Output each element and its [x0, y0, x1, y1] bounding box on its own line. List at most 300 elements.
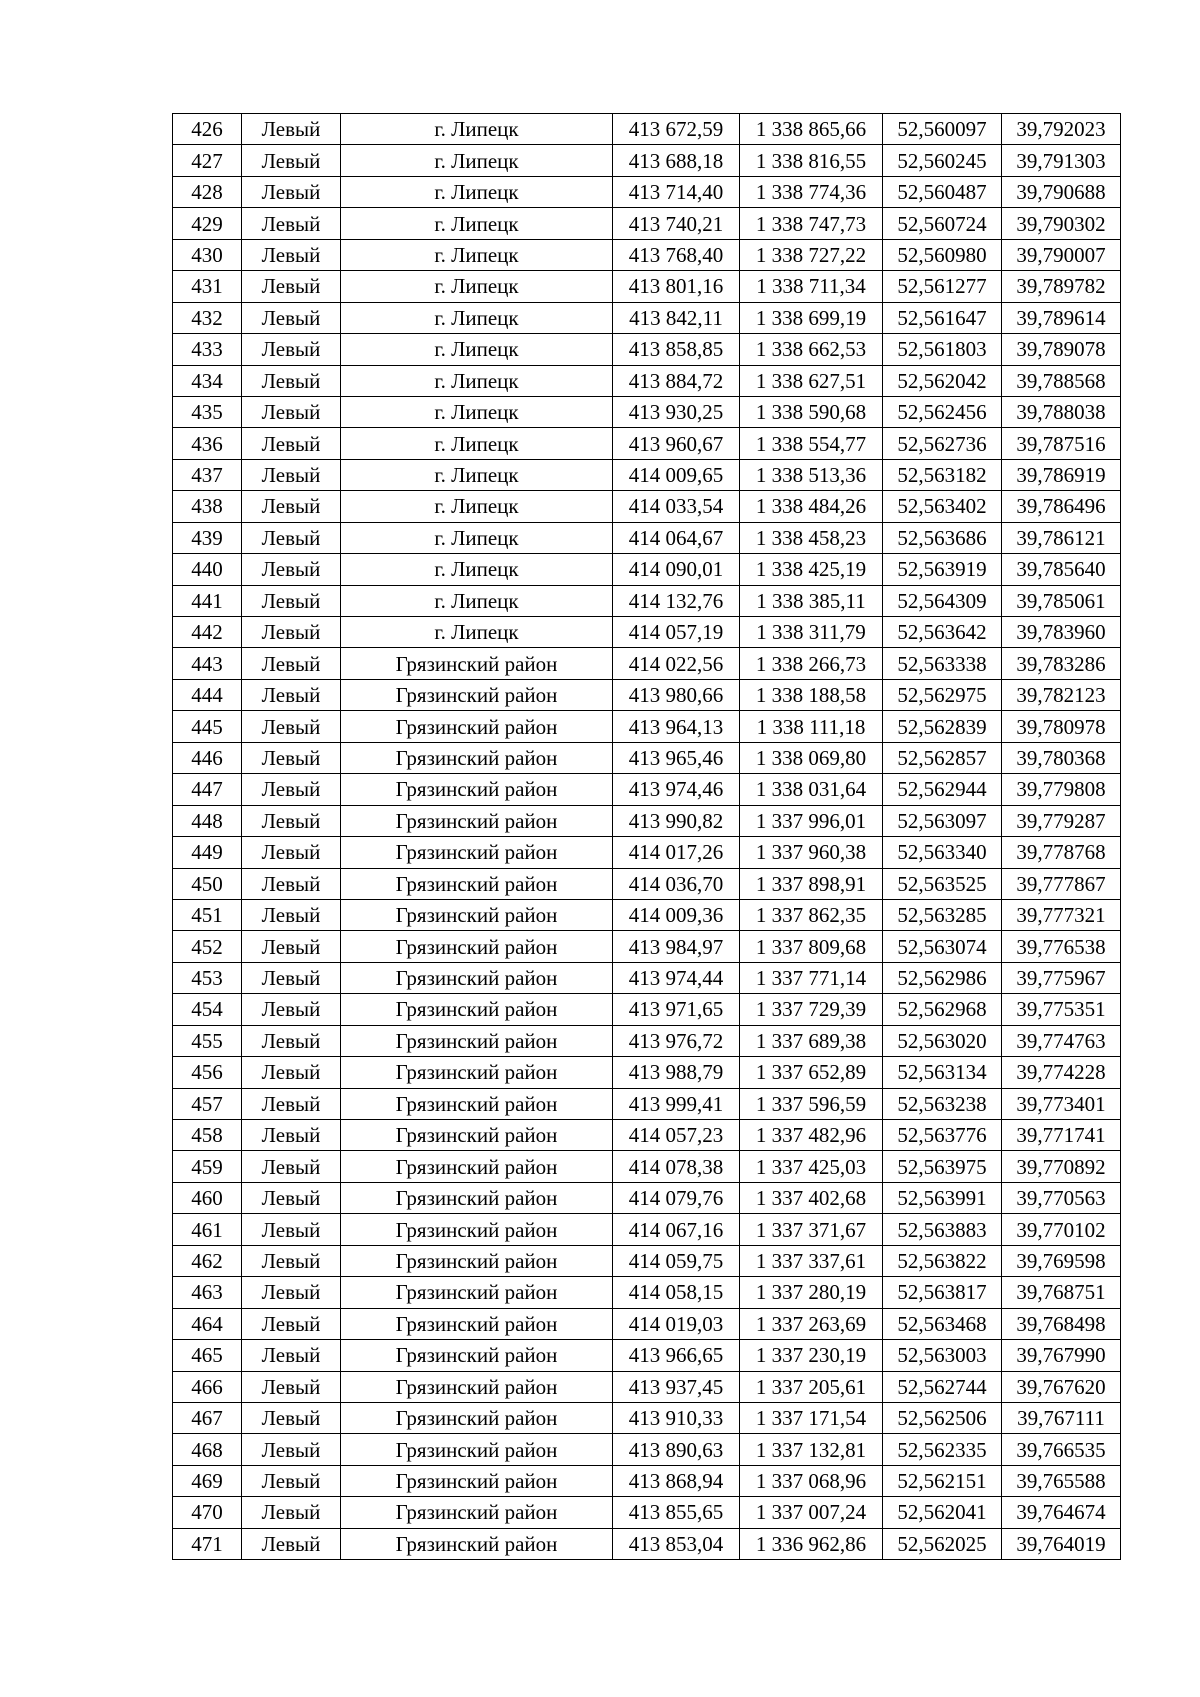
- table-row: [173, 899, 1121, 930]
- cell-point-number: 436: [173, 428, 242, 459]
- cell-point-number: 441: [173, 585, 242, 616]
- cell-coord-x: 413 740,21: [613, 208, 740, 239]
- cell-district: Грязинский район: [341, 1402, 613, 1433]
- table-row: [173, 1434, 1121, 1465]
- cell-point-number: 457: [173, 1088, 242, 1119]
- cell-latitude: 52,564309: [883, 585, 1002, 616]
- table-row: [173, 1497, 1121, 1528]
- cell-bank-side: Левый: [242, 459, 341, 490]
- cell-district: Грязинский район: [341, 1434, 613, 1465]
- cell-longitude: 39,789078: [1002, 334, 1121, 365]
- cell-coord-x: 413 890,63: [613, 1434, 740, 1465]
- cell-coord-x: 413 999,41: [613, 1088, 740, 1119]
- cell-bank-side: Левый: [242, 837, 341, 868]
- cell-bank-side: Левый: [242, 1340, 341, 1371]
- cell-longitude: 39,791303: [1002, 145, 1121, 176]
- cell-coord-x: 413 964,13: [613, 711, 740, 742]
- cell-bank-side: Левый: [242, 554, 341, 585]
- cell-bank-side: Левый: [242, 334, 341, 365]
- cell-coord-y: 1 337 809,68: [740, 931, 883, 962]
- cell-coord-x: 414 036,70: [613, 868, 740, 899]
- cell-bank-side: Левый: [242, 711, 341, 742]
- table-row: [173, 1088, 1121, 1119]
- cell-district: Грязинский район: [341, 1371, 613, 1402]
- cell-bank-side: Левый: [242, 899, 341, 930]
- cell-coord-y: 1 338 031,64: [740, 774, 883, 805]
- cell-coord-x: 413 672,59: [613, 114, 740, 145]
- cell-latitude: 52,562968: [883, 994, 1002, 1025]
- cell-coord-y: 1 338 865,66: [740, 114, 883, 145]
- cell-longitude: 39,769598: [1002, 1245, 1121, 1276]
- cell-latitude: 52,563097: [883, 805, 1002, 836]
- cell-point-number: 464: [173, 1308, 242, 1339]
- cell-point-number: 430: [173, 239, 242, 270]
- cell-point-number: 444: [173, 679, 242, 710]
- table-row: [173, 837, 1121, 868]
- cell-bank-side: Левый: [242, 1245, 341, 1276]
- cell-coord-y: 1 338 513,36: [740, 459, 883, 490]
- cell-coord-y: 1 338 747,73: [740, 208, 883, 239]
- cell-coord-x: 413 974,44: [613, 962, 740, 993]
- cell-longitude: 39,780978: [1002, 711, 1121, 742]
- cell-coord-y: 1 337 280,19: [740, 1277, 883, 1308]
- cell-latitude: 52,563525: [883, 868, 1002, 899]
- table-row: [173, 648, 1121, 679]
- cell-coord-y: 1 337 689,38: [740, 1025, 883, 1056]
- table-row: [173, 868, 1121, 899]
- cell-district: Грязинский район: [341, 1465, 613, 1496]
- table-row: [173, 1340, 1121, 1371]
- table-row: [173, 1057, 1121, 1088]
- cell-latitude: 52,563817: [883, 1277, 1002, 1308]
- cell-latitude: 52,562986: [883, 962, 1002, 993]
- cell-coord-y: 1 338 266,73: [740, 648, 883, 679]
- cell-point-number: 466: [173, 1371, 242, 1402]
- cell-coord-x: 414 009,65: [613, 459, 740, 490]
- cell-coord-x: 413 714,40: [613, 176, 740, 207]
- cell-district: г. Липецк: [341, 239, 613, 270]
- cell-district: Грязинский район: [341, 1057, 613, 1088]
- cell-bank-side: Левый: [242, 428, 341, 459]
- cell-longitude: 39,777867: [1002, 868, 1121, 899]
- cell-district: Грязинский район: [341, 931, 613, 962]
- cell-longitude: 39,783960: [1002, 617, 1121, 648]
- cell-coord-y: 1 338 188,58: [740, 679, 883, 710]
- cell-bank-side: Левый: [242, 114, 341, 145]
- cell-longitude: 39,780368: [1002, 742, 1121, 773]
- cell-coord-x: 413 974,46: [613, 774, 740, 805]
- cell-latitude: 52,562975: [883, 679, 1002, 710]
- cell-point-number: 428: [173, 176, 242, 207]
- table-row: [173, 1182, 1121, 1213]
- cell-latitude: 52,562041: [883, 1497, 1002, 1528]
- table-row: [173, 679, 1121, 710]
- cell-point-number: 435: [173, 396, 242, 427]
- cell-point-number: 462: [173, 1245, 242, 1276]
- table-row: [173, 774, 1121, 805]
- cell-bank-side: Левый: [242, 1182, 341, 1213]
- cell-bank-side: Левый: [242, 365, 341, 396]
- cell-district: г. Липецк: [341, 522, 613, 553]
- cell-coord-y: 1 338 627,51: [740, 365, 883, 396]
- cell-coord-y: 1 338 385,11: [740, 585, 883, 616]
- cell-point-number: 463: [173, 1277, 242, 1308]
- cell-bank-side: Левый: [242, 1528, 341, 1559]
- cell-longitude: 39,786121: [1002, 522, 1121, 553]
- table-row: [173, 1528, 1121, 1559]
- cell-longitude: 39,775967: [1002, 962, 1121, 993]
- table-row: [173, 994, 1121, 1025]
- cell-district: Грязинский район: [341, 805, 613, 836]
- cell-bank-side: Левый: [242, 239, 341, 270]
- cell-coord-y: 1 338 711,34: [740, 271, 883, 302]
- cell-coord-x: 414 132,76: [613, 585, 740, 616]
- cell-point-number: 453: [173, 962, 242, 993]
- cell-coord-y: 1 338 699,19: [740, 302, 883, 333]
- cell-district: Грязинский район: [341, 711, 613, 742]
- cell-bank-side: Левый: [242, 962, 341, 993]
- cell-coord-x: 413 768,40: [613, 239, 740, 270]
- cell-latitude: 52,563991: [883, 1182, 1002, 1213]
- cell-point-number: 434: [173, 365, 242, 396]
- cell-point-number: 426: [173, 114, 242, 145]
- cell-coord-x: 414 022,56: [613, 648, 740, 679]
- table-row: [173, 302, 1121, 333]
- table-row: [173, 176, 1121, 207]
- cell-longitude: 39,764019: [1002, 1528, 1121, 1559]
- cell-coord-y: 1 338 311,79: [740, 617, 883, 648]
- cell-point-number: 442: [173, 617, 242, 648]
- cell-bank-side: Левый: [242, 302, 341, 333]
- cell-coord-x: 414 079,76: [613, 1182, 740, 1213]
- cell-bank-side: Левый: [242, 491, 341, 522]
- cell-longitude: 39,770563: [1002, 1182, 1121, 1213]
- table-row: [173, 931, 1121, 962]
- table-row: [173, 365, 1121, 396]
- cell-point-number: 461: [173, 1214, 242, 1245]
- cell-district: Грязинский район: [341, 1340, 613, 1371]
- cell-coord-x: 414 057,19: [613, 617, 740, 648]
- cell-district: г. Липецк: [341, 428, 613, 459]
- cell-coord-y: 1 337 771,14: [740, 962, 883, 993]
- cell-coord-y: 1 337 898,91: [740, 868, 883, 899]
- cell-coord-x: 413 801,16: [613, 271, 740, 302]
- cell-latitude: 52,560097: [883, 114, 1002, 145]
- table-row: [173, 1371, 1121, 1402]
- cell-bank-side: Левый: [242, 868, 341, 899]
- table-row: [173, 1308, 1121, 1339]
- cell-latitude: 52,563883: [883, 1214, 1002, 1245]
- cell-point-number: 438: [173, 491, 242, 522]
- cell-district: Грязинский район: [341, 1214, 613, 1245]
- cell-district: г. Липецк: [341, 208, 613, 239]
- cell-longitude: 39,783286: [1002, 648, 1121, 679]
- cell-point-number: 470: [173, 1497, 242, 1528]
- cell-longitude: 39,767990: [1002, 1340, 1121, 1371]
- cell-latitude: 52,562042: [883, 365, 1002, 396]
- cell-coord-x: 413 884,72: [613, 365, 740, 396]
- cell-coord-x: 414 033,54: [613, 491, 740, 522]
- cell-point-number: 458: [173, 1120, 242, 1151]
- cell-point-number: 459: [173, 1151, 242, 1182]
- cell-point-number: 432: [173, 302, 242, 333]
- cell-district: г. Липецк: [341, 145, 613, 176]
- cell-bank-side: Левый: [242, 1402, 341, 1433]
- cell-latitude: 52,563134: [883, 1057, 1002, 1088]
- cell-coord-y: 1 337 425,03: [740, 1151, 883, 1182]
- cell-longitude: 39,774763: [1002, 1025, 1121, 1056]
- cell-point-number: 446: [173, 742, 242, 773]
- table-row: [173, 1151, 1121, 1182]
- cell-coord-x: 414 009,36: [613, 899, 740, 930]
- table-row: [173, 491, 1121, 522]
- cell-longitude: 39,767111: [1002, 1402, 1121, 1433]
- cell-coord-y: 1 337 729,39: [740, 994, 883, 1025]
- cell-point-number: 452: [173, 931, 242, 962]
- cell-latitude: 52,562506: [883, 1402, 1002, 1433]
- cell-district: Грязинский район: [341, 1277, 613, 1308]
- cell-bank-side: Левый: [242, 1025, 341, 1056]
- cell-bank-side: Левый: [242, 208, 341, 239]
- table-row: [173, 742, 1121, 773]
- cell-point-number: 427: [173, 145, 242, 176]
- cell-latitude: 52,563919: [883, 554, 1002, 585]
- table-row: [173, 1025, 1121, 1056]
- table-row: [173, 1277, 1121, 1308]
- cell-coord-x: 413 990,82: [613, 805, 740, 836]
- cell-coord-y: 1 338 816,55: [740, 145, 883, 176]
- cell-bank-side: Левый: [242, 805, 341, 836]
- cell-bank-side: Левый: [242, 396, 341, 427]
- cell-coord-x: 413 984,97: [613, 931, 740, 962]
- cell-coord-x: 414 019,03: [613, 1308, 740, 1339]
- cell-latitude: 52,562736: [883, 428, 1002, 459]
- table-row: [173, 805, 1121, 836]
- cell-district: г. Липецк: [341, 491, 613, 522]
- cell-point-number: 431: [173, 271, 242, 302]
- table-row: [173, 554, 1121, 585]
- cell-coord-x: 414 090,01: [613, 554, 740, 585]
- coordinates-table: [172, 113, 1121, 1560]
- cell-point-number: 465: [173, 1340, 242, 1371]
- cell-latitude: 52,560980: [883, 239, 1002, 270]
- cell-latitude: 52,562151: [883, 1465, 1002, 1496]
- cell-coord-x: 414 058,15: [613, 1277, 740, 1308]
- cell-latitude: 52,563238: [883, 1088, 1002, 1119]
- cell-latitude: 52,563822: [883, 1245, 1002, 1276]
- cell-point-number: 451: [173, 899, 242, 930]
- cell-bank-side: Левый: [242, 679, 341, 710]
- cell-point-number: 467: [173, 1402, 242, 1433]
- cell-latitude: 52,562025: [883, 1528, 1002, 1559]
- cell-district: Грязинский район: [341, 742, 613, 773]
- cell-longitude: 39,774228: [1002, 1057, 1121, 1088]
- cell-point-number: 429: [173, 208, 242, 239]
- cell-longitude: 39,790302: [1002, 208, 1121, 239]
- cell-bank-side: Левый: [242, 1151, 341, 1182]
- cell-coord-y: 1 338 111,18: [740, 711, 883, 742]
- cell-longitude: 39,770892: [1002, 1151, 1121, 1182]
- cell-bank-side: Левый: [242, 1057, 341, 1088]
- cell-longitude: 39,767620: [1002, 1371, 1121, 1402]
- cell-longitude: 39,776538: [1002, 931, 1121, 962]
- cell-bank-side: Левый: [242, 271, 341, 302]
- cell-latitude: 52,560245: [883, 145, 1002, 176]
- cell-longitude: 39,777321: [1002, 899, 1121, 930]
- cell-longitude: 39,771741: [1002, 1120, 1121, 1151]
- table-row: [173, 585, 1121, 616]
- cell-coord-y: 1 338 069,80: [740, 742, 883, 773]
- cell-longitude: 39,765588: [1002, 1465, 1121, 1496]
- cell-longitude: 39,770102: [1002, 1214, 1121, 1245]
- cell-longitude: 39,787516: [1002, 428, 1121, 459]
- cell-coord-x: 414 067,16: [613, 1214, 740, 1245]
- cell-coord-x: 414 059,75: [613, 1245, 740, 1276]
- cell-bank-side: Левый: [242, 774, 341, 805]
- cell-longitude: 39,792023: [1002, 114, 1121, 145]
- cell-longitude: 39,786496: [1002, 491, 1121, 522]
- cell-coord-x: 413 868,94: [613, 1465, 740, 1496]
- cell-district: Грязинский район: [341, 1245, 613, 1276]
- table-row: [173, 962, 1121, 993]
- cell-coord-y: 1 337 337,61: [740, 1245, 883, 1276]
- cell-coord-y: 1 337 371,67: [740, 1214, 883, 1245]
- cell-district: г. Липецк: [341, 585, 613, 616]
- cell-bank-side: Левый: [242, 1214, 341, 1245]
- table-row: [173, 1214, 1121, 1245]
- cell-coord-y: 1 337 862,35: [740, 899, 883, 930]
- cell-latitude: 52,562944: [883, 774, 1002, 805]
- cell-coord-x: 413 910,33: [613, 1402, 740, 1433]
- cell-latitude: 52,561277: [883, 271, 1002, 302]
- table-row: [173, 114, 1121, 145]
- cell-bank-side: Левый: [242, 1497, 341, 1528]
- cell-longitude: 39,785061: [1002, 585, 1121, 616]
- cell-point-number: 469: [173, 1465, 242, 1496]
- cell-point-number: 460: [173, 1182, 242, 1213]
- cell-point-number: 471: [173, 1528, 242, 1559]
- cell-longitude: 39,790688: [1002, 176, 1121, 207]
- cell-district: Грязинский район: [341, 648, 613, 679]
- cell-longitude: 39,775351: [1002, 994, 1121, 1025]
- cell-longitude: 39,768751: [1002, 1277, 1121, 1308]
- cell-latitude: 52,561647: [883, 302, 1002, 333]
- table-row: [173, 145, 1121, 176]
- cell-longitude: 39,766535: [1002, 1434, 1121, 1465]
- table-row: [173, 208, 1121, 239]
- cell-bank-side: Левый: [242, 1434, 341, 1465]
- cell-latitude: 52,563182: [883, 459, 1002, 490]
- cell-coord-x: 413 976,72: [613, 1025, 740, 1056]
- cell-district: Грязинский район: [341, 1308, 613, 1339]
- cell-bank-side: Левый: [242, 617, 341, 648]
- table-row: [173, 459, 1121, 490]
- cell-point-number: 443: [173, 648, 242, 679]
- cell-district: Грязинский район: [341, 994, 613, 1025]
- cell-longitude: 39,789614: [1002, 302, 1121, 333]
- cell-coord-y: 1 337 402,68: [740, 1182, 883, 1213]
- cell-coord-y: 1 337 205,61: [740, 1371, 883, 1402]
- cell-coord-x: 413 971,65: [613, 994, 740, 1025]
- table-row: [173, 1120, 1121, 1151]
- cell-coord-y: 1 337 263,69: [740, 1308, 883, 1339]
- cell-coord-y: 1 337 996,01: [740, 805, 883, 836]
- cell-district: г. Липецк: [341, 396, 613, 427]
- cell-district: Грязинский район: [341, 1120, 613, 1151]
- cell-district: Грязинский район: [341, 1151, 613, 1182]
- cell-longitude: 39,790007: [1002, 239, 1121, 270]
- cell-district: Грязинский район: [341, 962, 613, 993]
- table-row: [173, 1245, 1121, 1276]
- cell-district: Грязинский район: [341, 1088, 613, 1119]
- cell-district: Грязинский район: [341, 1528, 613, 1559]
- cell-district: г. Липецк: [341, 114, 613, 145]
- cell-point-number: 440: [173, 554, 242, 585]
- cell-point-number: 447: [173, 774, 242, 805]
- cell-district: г. Липецк: [341, 554, 613, 585]
- table-row: [173, 1402, 1121, 1433]
- cell-district: Грязинский район: [341, 868, 613, 899]
- cell-coord-x: 414 057,23: [613, 1120, 740, 1151]
- cell-coord-y: 1 337 482,96: [740, 1120, 883, 1151]
- cell-coord-x: 413 930,25: [613, 396, 740, 427]
- cell-coord-x: 413 980,66: [613, 679, 740, 710]
- cell-coord-y: 1 338 425,19: [740, 554, 883, 585]
- cell-latitude: 52,563074: [883, 931, 1002, 962]
- cell-coord-x: 413 988,79: [613, 1057, 740, 1088]
- cell-bank-side: Левый: [242, 1277, 341, 1308]
- cell-coord-x: 413 842,11: [613, 302, 740, 333]
- cell-coord-y: 1 337 068,96: [740, 1465, 883, 1496]
- cell-latitude: 52,562839: [883, 711, 1002, 742]
- cell-coord-y: 1 338 590,68: [740, 396, 883, 427]
- cell-latitude: 52,562744: [883, 1371, 1002, 1402]
- cell-point-number: 450: [173, 868, 242, 899]
- cell-coord-y: 1 338 458,23: [740, 522, 883, 553]
- cell-coord-y: 1 337 171,54: [740, 1402, 883, 1433]
- cell-longitude: 39,785640: [1002, 554, 1121, 585]
- cell-longitude: 39,782123: [1002, 679, 1121, 710]
- table-row: [173, 396, 1121, 427]
- cell-latitude: 52,560487: [883, 176, 1002, 207]
- cell-latitude: 52,563338: [883, 648, 1002, 679]
- cell-coord-x: 413 858,85: [613, 334, 740, 365]
- table-row: [173, 617, 1121, 648]
- cell-bank-side: Левый: [242, 931, 341, 962]
- coordinates-table-body: [173, 114, 1121, 1560]
- table-row: [173, 239, 1121, 270]
- cell-point-number: 468: [173, 1434, 242, 1465]
- cell-longitude: 39,773401: [1002, 1088, 1121, 1119]
- cell-latitude: 52,563642: [883, 617, 1002, 648]
- cell-district: Грязинский район: [341, 837, 613, 868]
- cell-point-number: 439: [173, 522, 242, 553]
- cell-coord-x: 413 688,18: [613, 145, 740, 176]
- cell-bank-side: Левый: [242, 1465, 341, 1496]
- cell-longitude: 39,788038: [1002, 396, 1121, 427]
- cell-coord-y: 1 337 596,59: [740, 1088, 883, 1119]
- cell-latitude: 52,560724: [883, 208, 1002, 239]
- cell-coord-x: 413 937,45: [613, 1371, 740, 1402]
- cell-coord-x: 413 965,46: [613, 742, 740, 773]
- cell-bank-side: Левый: [242, 994, 341, 1025]
- cell-bank-side: Левый: [242, 1308, 341, 1339]
- cell-point-number: 433: [173, 334, 242, 365]
- cell-longitude: 39,778768: [1002, 837, 1121, 868]
- cell-longitude: 39,764674: [1002, 1497, 1121, 1528]
- cell-district: г. Липецк: [341, 271, 613, 302]
- cell-point-number: 455: [173, 1025, 242, 1056]
